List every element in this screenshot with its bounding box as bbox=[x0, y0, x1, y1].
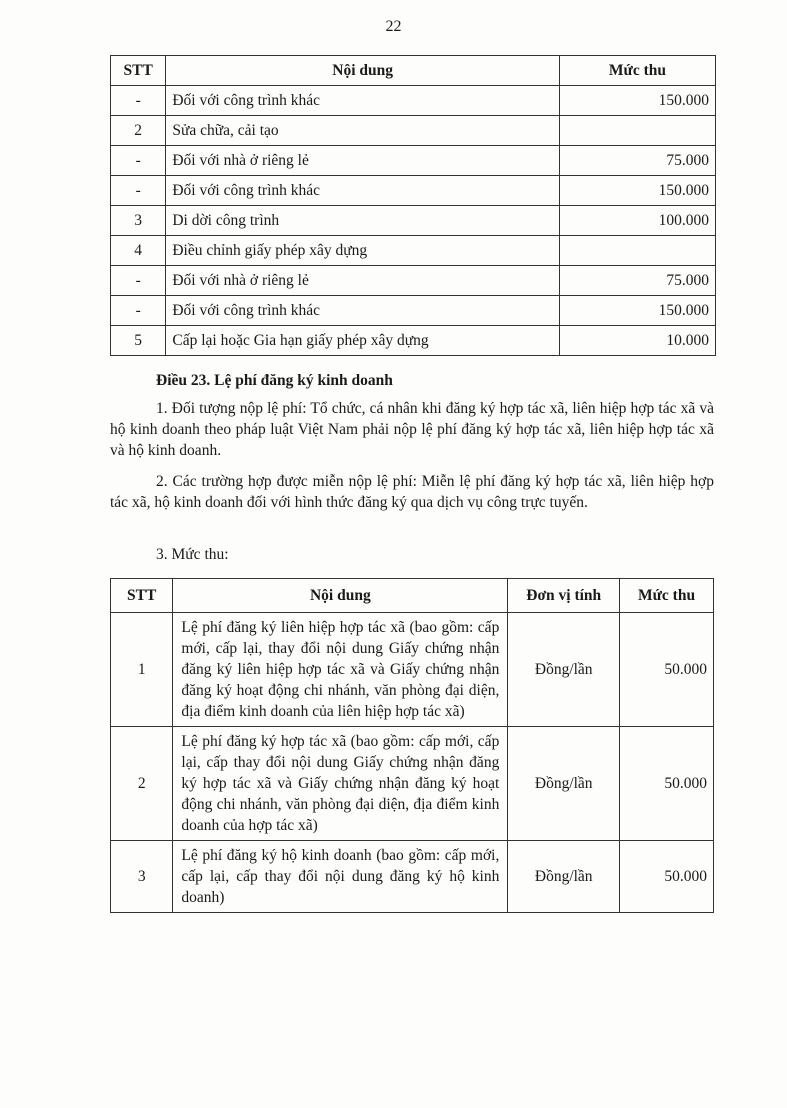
cell-don-vi-tinh: Đồng/lần bbox=[508, 613, 620, 727]
paragraph-1: 1. Đối tượng nộp lệ phí: Tổ chức, cá nhân khi đăng ký hợp tác xã, liên hiệp hợp tác xã và hộ kinh doanh theo pháp luật Việt Nam phải nộp lệ phí đăng ký hợp tác xã, liên hiệp hợp tác xã và hộ kinh doanh. bbox=[110, 400, 714, 459]
cell-noi-dung: Điều chỉnh giấy phép xây dựng bbox=[166, 236, 560, 266]
cell-stt: - bbox=[111, 266, 166, 296]
cell-don-vi-tinh: Đồng/lần bbox=[508, 727, 620, 841]
cell-stt: 1 bbox=[111, 613, 173, 727]
cell-muc-thu bbox=[559, 236, 715, 266]
fee-table-business-registration bbox=[110, 578, 714, 913]
table-header-row bbox=[111, 56, 716, 86]
table-header-row bbox=[111, 579, 714, 613]
table-row bbox=[111, 296, 716, 326]
cell-muc-thu: 150.000 bbox=[559, 86, 715, 116]
cell-stt: - bbox=[111, 86, 166, 116]
table-row bbox=[111, 266, 716, 296]
table-row bbox=[111, 206, 716, 236]
cell-muc-thu: 10.000 bbox=[559, 326, 715, 356]
cell-stt: - bbox=[111, 176, 166, 206]
cell-stt: - bbox=[111, 296, 166, 326]
cell-stt: 5 bbox=[111, 326, 166, 356]
cell-noi-dung: Lệ phí đăng ký hợp tác xã (bao gồm: cấp mới, cấp lại, cấp thay đổi nội dung Giấy chứng nhận đăng ký hợp tác xã và Giấy chứng nhận đăng ký hoạt động chi nhánh, văn phòng đại diện, địa điểm kinh doanh của hợp tác xã) bbox=[173, 727, 508, 841]
cell-muc-thu bbox=[559, 116, 715, 146]
header-muc-thu: Mức thu bbox=[559, 56, 715, 86]
cell-muc-thu: 50.000 bbox=[620, 727, 714, 841]
table-row bbox=[111, 176, 716, 206]
cell-muc-thu: 150.000 bbox=[559, 296, 715, 326]
header-stt: STT bbox=[111, 56, 166, 86]
cell-noi-dung: Cấp lại hoặc Gia hạn giấy phép xây dựng bbox=[166, 326, 560, 356]
cell-noi-dung: Đối với nhà ở riêng lẻ bbox=[166, 266, 560, 296]
paragraph-3: 3. Mức thu: bbox=[156, 546, 229, 563]
cell-don-vi-tinh: Đồng/lần bbox=[508, 841, 620, 913]
header-noi-dung: Nội dung bbox=[173, 579, 508, 613]
cell-muc-thu: 75.000 bbox=[559, 146, 715, 176]
fee-table-construction bbox=[110, 55, 716, 356]
table-row bbox=[111, 236, 716, 266]
article-heading: Điều 23. Lệ phí đăng ký kinh doanh bbox=[156, 372, 393, 389]
table-row bbox=[111, 613, 714, 727]
cell-muc-thu: 75.000 bbox=[559, 266, 715, 296]
header-don-vi-tinh: Đơn vị tính bbox=[508, 579, 620, 613]
cell-stt: 3 bbox=[111, 206, 166, 236]
cell-noi-dung: Đối với nhà ở riêng lẻ bbox=[166, 146, 560, 176]
table-row bbox=[111, 841, 714, 913]
cell-muc-thu: 100.000 bbox=[559, 206, 715, 236]
cell-muc-thu: 50.000 bbox=[620, 841, 714, 913]
cell-noi-dung: Di dời công trình bbox=[166, 206, 560, 236]
header-stt: STT bbox=[111, 579, 173, 613]
cell-noi-dung: Đối với công trình khác bbox=[166, 296, 560, 326]
page-number: 22 bbox=[385, 18, 402, 35]
table-row bbox=[111, 116, 716, 146]
paragraph-2: 2. Các trường hợp được miễn nộp lệ phí: Miễn lệ phí đăng ký hợp tác xã, liên hiệp hợp tác xã, hộ kinh doanh đối với hình thức đăng ký qua dịch vụ công trực tuyến. bbox=[110, 473, 714, 511]
cell-stt: 2 bbox=[111, 116, 166, 146]
cell-noi-dung: Lệ phí đăng ký liên hiệp hợp tác xã (bao gồm: cấp mới, cấp lại, thay đổi nội dung Giấy chứng nhận đăng ký liên hiệp hợp tác xã và Giấy chứng nhận đăng ký hoạt động chi nhánh, văn phòng đại diện, địa điểm kinh doanh của liên hiệp hợp tác xã) bbox=[173, 613, 508, 727]
table-row bbox=[111, 146, 716, 176]
cell-noi-dung: Sửa chữa, cải tạo bbox=[166, 116, 560, 146]
cell-noi-dung: Đối với công trình khác bbox=[166, 176, 560, 206]
table-row bbox=[111, 86, 716, 116]
table-row bbox=[111, 326, 716, 356]
cell-stt: 2 bbox=[111, 727, 173, 841]
header-noi-dung: Nội dung bbox=[166, 56, 560, 86]
cell-muc-thu: 150.000 bbox=[559, 176, 715, 206]
header-muc-thu: Mức thu bbox=[620, 579, 714, 613]
table-row bbox=[111, 727, 714, 841]
cell-stt: - bbox=[111, 146, 166, 176]
cell-muc-thu: 50.000 bbox=[620, 613, 714, 727]
cell-noi-dung: Đối với công trình khác bbox=[166, 86, 560, 116]
cell-stt: 3 bbox=[111, 841, 173, 913]
cell-noi-dung: Lệ phí đăng ký hộ kinh doanh (bao gồm: cấp mới, cấp lại, cấp thay đổi nội dung đăng ký hộ kinh doanh) bbox=[173, 841, 508, 913]
cell-stt: 4 bbox=[111, 236, 166, 266]
